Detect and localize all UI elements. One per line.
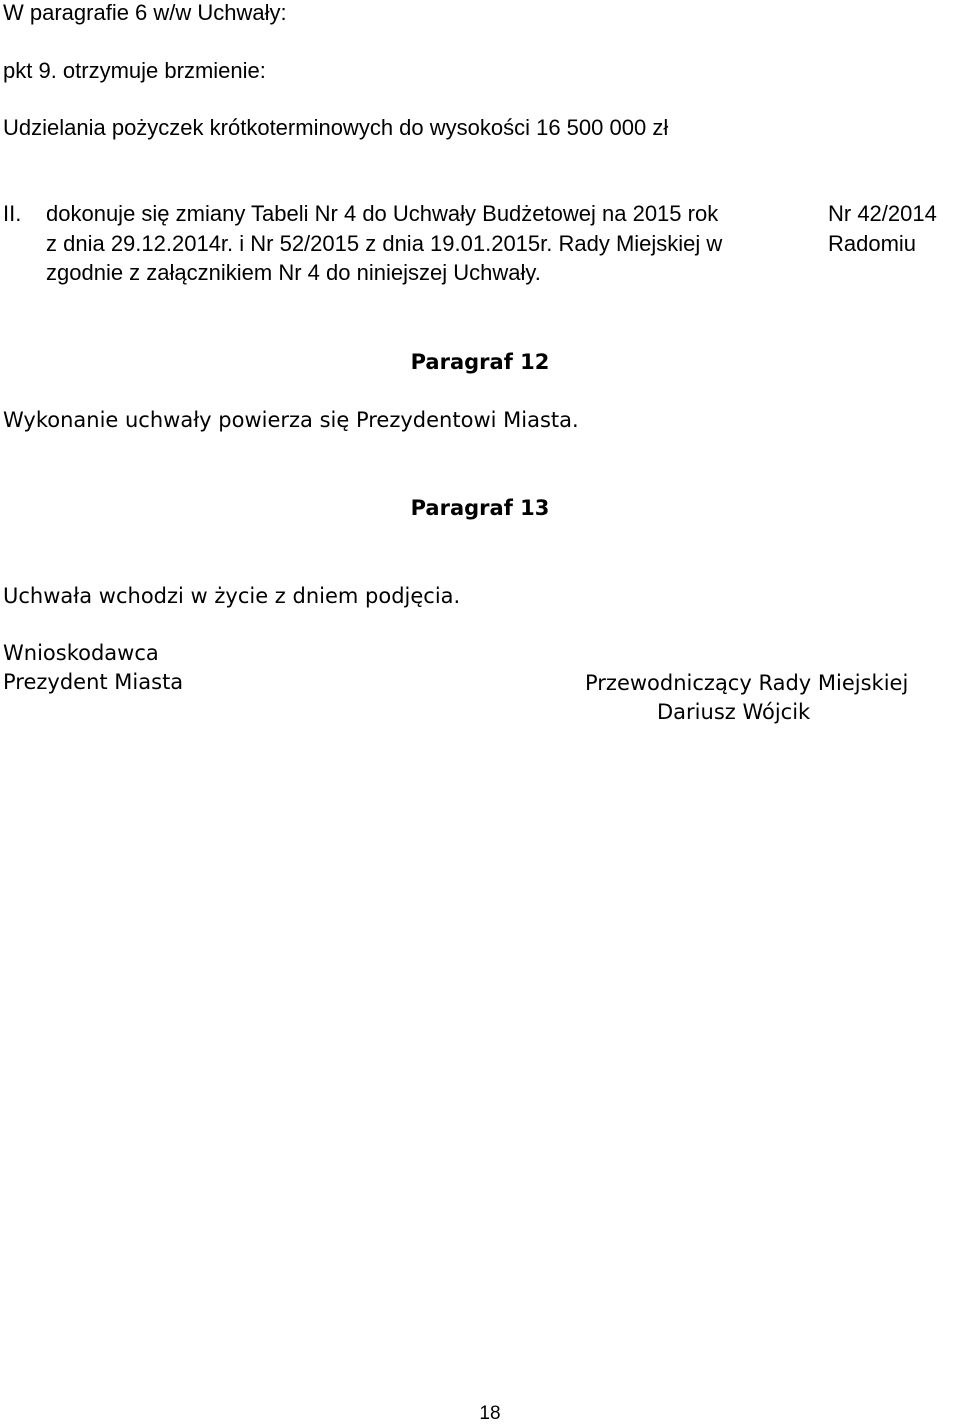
page-number: 18 [479,1403,501,1424]
section-marker: II. [3,201,22,226]
paragraf-12-text: Wykonanie uchwały powierza się Prezydentowi Miasta. [3,408,579,432]
paragraf-13-text: Uchwała wchodzi w życie z dniem podjęcia. [3,584,461,608]
chair-title: Przewodniczący Rady Miejskiej [585,671,909,695]
applicant-title: Prezydent Miasta [3,670,184,694]
section-line-1-left: dokonuje się zmiany Tabeli Nr 4 do Uchwały Budżetowej na 2015 rok [46,201,719,226]
intro-line-2: pkt 9. otrzymuje brzmienie: [3,58,266,83]
intro-line-3: Udzielania pożyczek krótkoterminowych do wysokości 16 500 000 zł [3,115,669,140]
chair-name: Dariusz Wójcik [657,700,811,724]
paragraf-12-heading: Paragraf 12 [410,350,550,374]
section-line-2-right: Radomiu [828,231,917,256]
section-line-1-right: Nr 42/2014 [828,201,937,226]
intro-line-1: W paragrafie 6 w/w Uchwały: [3,0,287,25]
applicant-label: Wnioskodawca [3,641,159,665]
section-line-3: zgodnie z załącznikiem Nr 4 do niniejszej Uchwały. [46,260,541,285]
section-line-2-left: z dnia 29.12.2014r. i Nr 52/2015 z dnia 19.01.2015r. Rady Miejskiej w [46,231,723,256]
paragraf-13-heading: Paragraf 13 [410,496,550,520]
